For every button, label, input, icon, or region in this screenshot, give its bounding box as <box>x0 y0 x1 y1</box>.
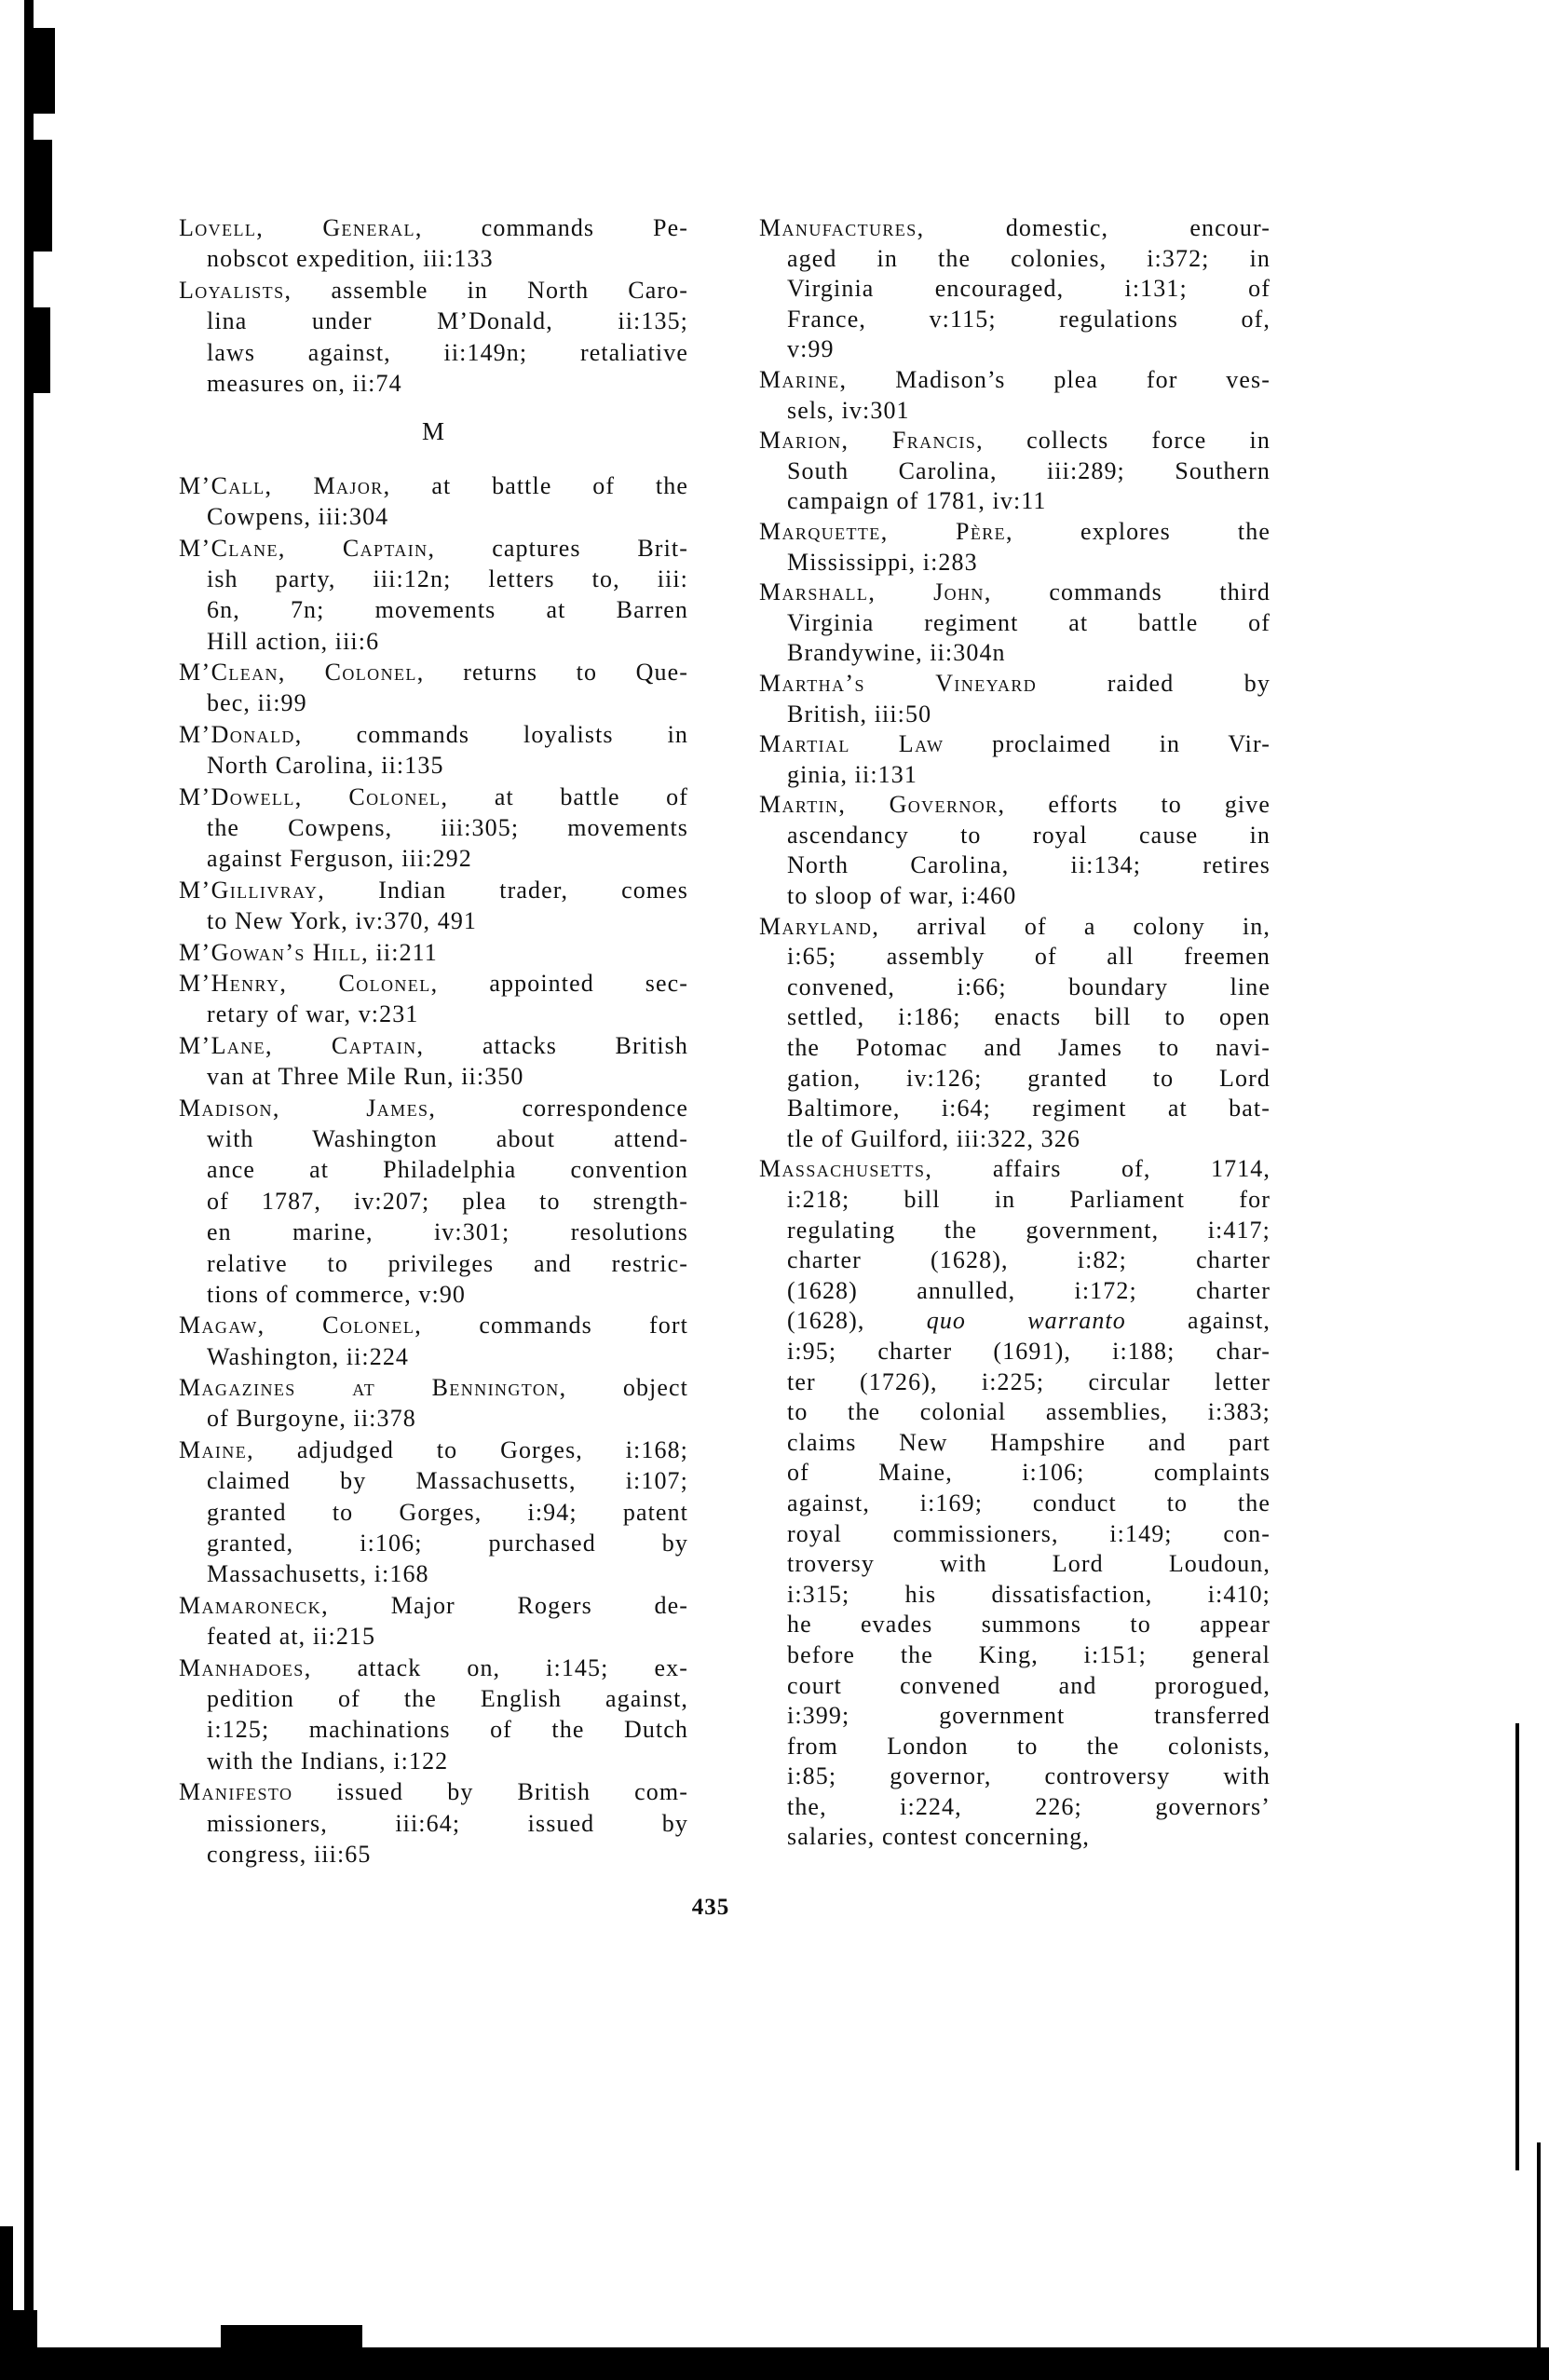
index-entry <box>759 213 1270 365</box>
entry-heading: Marine, <box>759 365 848 393</box>
entry-line <box>179 1310 688 1340</box>
entry-line <box>179 1558 688 1589</box>
scan-edge-right-strip <box>1537 2142 1541 2357</box>
entry-heading: Martha’s Vineyard <box>759 669 1038 697</box>
entry-text: against Ferguson, iii:292 <box>207 845 472 873</box>
entry-text: measures on, ii:74 <box>207 369 402 397</box>
index-entry <box>179 212 688 275</box>
entry-line <box>179 1683 688 1714</box>
scan-edge-left-block <box>28 140 52 252</box>
entry-text: tions of commerce, v:90 <box>207 1280 467 1308</box>
entry-line <box>759 1002 1270 1033</box>
entry-line <box>179 470 688 501</box>
entry-line <box>179 275 688 306</box>
entry-line <box>759 729 1270 760</box>
entry-text: ii:211 <box>375 938 438 966</box>
entry-text: object <box>622 1374 688 1402</box>
entry-line <box>759 1792 1270 1823</box>
index-entry <box>179 470 688 533</box>
entry-line <box>179 937 688 968</box>
entry-line <box>759 1580 1270 1611</box>
index-entry <box>759 578 1270 669</box>
entry-text: ish party, iii:12n; letters to, iii: <box>207 564 688 592</box>
entry-line <box>179 1528 688 1558</box>
scan-edge-left-block <box>26 307 50 393</box>
entry-text: aged in the colonies, i:372; in <box>787 244 1270 272</box>
index-column-left <box>179 212 688 1870</box>
index-entry <box>179 875 688 937</box>
entry-text: Virginia encouraged, i:131; of <box>787 275 1270 303</box>
entry-line <box>759 1216 1270 1246</box>
entry-text: North Carolina, ii:134; retires <box>787 851 1270 879</box>
entry-text: at battle of the <box>431 471 688 499</box>
index-entry <box>759 669 1270 729</box>
index-entry <box>179 1310 688 1372</box>
italic-phrase: quo warranto <box>926 1307 1126 1335</box>
entry-text: van at Three Mile Run, ii:350 <box>207 1063 524 1091</box>
entry-text: Hill action, iii:6 <box>207 627 380 655</box>
entry-text: to sloop of war, i:460 <box>787 882 1017 910</box>
entry-line <box>179 750 688 781</box>
entry-text: charter (1628), i:82; charter <box>787 1246 1270 1274</box>
entry-text: missioners, iii:64; issued by <box>207 1809 688 1837</box>
entry-text: the, i:224, 226; governors’ <box>787 1792 1270 1820</box>
entry-line <box>179 594 688 625</box>
entry-line <box>759 548 1270 578</box>
entry-heading: Martial Law <box>759 730 944 758</box>
entry-line <box>179 875 688 905</box>
entry-text: efforts to give <box>1048 791 1270 819</box>
entry-line <box>179 1621 688 1652</box>
entry-line <box>179 1465 688 1496</box>
entry-text: with Washington about attend- <box>207 1124 688 1152</box>
entry-text: the Cowpens, iii:305; movements <box>207 814 688 842</box>
entry-line <box>759 1701 1270 1732</box>
entry-line <box>179 1714 688 1745</box>
entry-line <box>759 972 1270 1003</box>
entry-text: Massachusetts, i:168 <box>207 1560 429 1588</box>
entry-text: before the King, i:151; general <box>787 1640 1270 1668</box>
entry-line <box>759 396 1270 427</box>
entry-line <box>759 881 1270 912</box>
entry-line <box>179 1123 688 1154</box>
entry-heading: Maine, <box>179 1435 255 1463</box>
entry-line <box>759 1154 1270 1185</box>
entry-line <box>759 790 1270 821</box>
entry-line <box>179 1372 688 1403</box>
entry-line <box>179 306 688 336</box>
entry-text: he evades summons to appear <box>787 1611 1270 1639</box>
entry-line <box>759 1428 1270 1459</box>
entry-line <box>759 942 1270 972</box>
entry-line <box>759 608 1270 639</box>
entry-line <box>759 1640 1270 1671</box>
entry-line <box>759 244 1270 275</box>
entry-line <box>759 669 1270 700</box>
entry-line <box>759 1610 1270 1640</box>
entry-text: of Maine, i:106; complaints <box>787 1459 1270 1487</box>
entry-text: adjudged to Gorges, i:168; <box>296 1435 688 1463</box>
entry-text: Brandywine, ii:304n <box>787 639 1006 667</box>
entry-line <box>179 968 688 999</box>
scan-edge-bottom-left <box>0 2310 37 2380</box>
entry-text: issued by British com- <box>336 1778 688 1806</box>
entry-heading: M’Henry, Colonel, <box>179 969 439 997</box>
entry-line <box>759 1033 1270 1064</box>
entry-text: claims New Hampshire and part <box>787 1428 1270 1456</box>
entry-heading: Magaw, Colonel, <box>179 1312 423 1340</box>
index-entry <box>179 968 688 1030</box>
entry-heading: Mamaroneck, <box>179 1591 330 1619</box>
entry-text: attacks British <box>482 1031 688 1059</box>
entry-heading: M’Clane, Captain, <box>179 534 436 562</box>
entry-text: tle of Guilford, iii:322, 326 <box>787 1124 1080 1152</box>
entry-text: arrival of a colony in, <box>917 912 1270 940</box>
entry-line <box>759 1549 1270 1580</box>
entry-text: commands Pe- <box>481 214 688 241</box>
entry-text: British, iii:50 <box>787 700 932 728</box>
entry-heading: M’Gillivray, <box>179 876 326 904</box>
index-entry <box>179 657 688 719</box>
index-entry <box>179 1776 688 1870</box>
entry-line <box>179 905 688 936</box>
entry-line <box>759 1245 1270 1276</box>
entry-text: appointed sec- <box>489 969 688 997</box>
entry-text: ance at Philadelphia convention <box>207 1156 688 1184</box>
entry-text: returns to Que- <box>463 659 688 687</box>
entry-text: campaign of 1781, iv:11 <box>787 487 1047 515</box>
entry-text: (1628), <box>787 1307 927 1335</box>
entry-heading: Madison, James, <box>179 1094 437 1122</box>
entry-text: feated at, ii:215 <box>207 1623 376 1651</box>
page-number: 435 <box>691 1895 730 1920</box>
entry-text: i:125; machinations of the Dutch <box>207 1716 688 1744</box>
entry-line <box>179 843 688 874</box>
entry-text: bec, ii:99 <box>207 689 307 717</box>
entry-text: affairs of, 1714, <box>992 1155 1270 1183</box>
entry-text: Madison’s plea for ves- <box>895 365 1270 393</box>
entry-text: convened, i:66; boundary line <box>787 972 1270 1000</box>
entry-text: South Carolina, iii:289; Southern <box>787 456 1270 484</box>
entry-line <box>759 700 1270 730</box>
entry-line <box>759 1337 1270 1367</box>
entry-text: of Burgoyne, ii:378 <box>207 1405 416 1433</box>
entry-line <box>759 1064 1270 1095</box>
entry-text: North Carolina, ii:135 <box>207 752 444 780</box>
entry-line <box>179 626 688 657</box>
entry-text: laws against, ii:149n; retaliative <box>207 338 688 366</box>
entry-heading: Marshall, John, <box>759 578 992 606</box>
entry-text: raided by <box>1107 669 1270 697</box>
entry-text: commands loyalists in <box>356 720 688 748</box>
index-entry <box>179 1652 688 1777</box>
entry-line <box>759 305 1270 335</box>
entry-text: regulating the government, i:417; <box>787 1216 1270 1244</box>
entry-line <box>759 912 1270 943</box>
entry-line <box>179 1279 688 1310</box>
index-entry <box>759 426 1270 517</box>
entry-text: Washington, ii:224 <box>207 1342 410 1370</box>
entry-heading: Lovell, General, <box>179 214 423 241</box>
entry-line <box>759 578 1270 608</box>
entries-m-section-continued <box>759 213 1270 1853</box>
entry-line <box>759 1671 1270 1702</box>
entry-line <box>179 1030 688 1061</box>
entry-text: ter (1726), i:225; circular letter <box>787 1367 1270 1395</box>
entry-line <box>759 334 1270 365</box>
entry-line <box>179 1746 688 1776</box>
entry-heading: Manufactures, <box>759 214 925 241</box>
entry-text: i:218; bill in Parliament for <box>787 1186 1270 1213</box>
entry-line <box>179 368 688 399</box>
entry-heading: M’Gowan’s Hill, <box>179 938 369 966</box>
index-entry <box>179 1030 688 1093</box>
index-entry <box>179 719 688 782</box>
entry-line <box>759 1185 1270 1216</box>
entry-line <box>179 1341 688 1372</box>
entry-line <box>179 1154 688 1185</box>
entry-text: court convened and prorogued, <box>787 1671 1270 1699</box>
entry-text: commands fort <box>479 1312 688 1340</box>
entries-l-section <box>179 212 688 399</box>
index-entry <box>179 275 688 400</box>
entry-line <box>179 1839 688 1870</box>
entry-line <box>179 1497 688 1528</box>
entry-line <box>179 1590 688 1621</box>
entry-line <box>759 1306 1270 1337</box>
entry-line <box>179 1435 688 1465</box>
section-letter-heading: M <box>421 417 446 446</box>
entry-text: correspondence <box>522 1094 688 1122</box>
entry-text: ginia, ii:131 <box>787 760 917 788</box>
scan-edge-right <box>1515 1723 1519 2170</box>
entry-line <box>179 1808 688 1839</box>
index-entry <box>179 937 688 968</box>
entry-text: with the Indians, i:122 <box>207 1747 449 1775</box>
index-entry <box>759 790 1270 911</box>
entry-line <box>179 337 688 368</box>
entry-text: 6n, 7n; movements at Barren <box>207 596 688 624</box>
entry-line <box>759 1124 1270 1155</box>
entry-text: of 1787, iv:207; plea to strength- <box>207 1187 688 1215</box>
entry-heading: M’Lane, Captain, <box>179 1031 425 1059</box>
entry-line <box>179 782 688 812</box>
entry-heading: M’Dowell, Colonel, <box>179 782 449 810</box>
entry-line <box>759 1822 1270 1853</box>
entry-text: against, <box>1125 1307 1270 1335</box>
entry-text: ascendancy to royal cause in <box>787 821 1270 849</box>
entry-line <box>759 213 1270 244</box>
entry-text: explores the <box>1080 517 1270 545</box>
entry-text: i:85; governor, controversy with <box>787 1762 1270 1790</box>
entry-text: i:315; his dissatisfaction, i:410; <box>787 1580 1270 1608</box>
entry-line <box>759 638 1270 669</box>
entry-line <box>759 1094 1270 1124</box>
entry-text: v:99 <box>787 335 835 363</box>
index-entry <box>179 1435 688 1590</box>
entry-line <box>759 1276 1270 1307</box>
entry-text: (1628) annulled, i:172; charter <box>787 1276 1270 1304</box>
index-entry <box>759 1154 1270 1853</box>
entry-line <box>759 1367 1270 1398</box>
entry-text: Cowpens, iii:304 <box>207 503 389 531</box>
entry-heading: Loyalists, <box>179 276 292 304</box>
entry-line <box>179 1652 688 1683</box>
entry-text: en marine, iv:301; resolutions <box>207 1218 688 1246</box>
entry-line <box>179 243 688 274</box>
index-entry <box>179 1372 688 1435</box>
entry-heading: Maryland, <box>759 912 880 940</box>
entry-line <box>759 1489 1270 1519</box>
entry-line <box>179 1186 688 1217</box>
entry-text: proclaimed in Vir- <box>992 730 1270 758</box>
entry-line <box>759 850 1270 881</box>
entry-heading: Martin, Governor, <box>759 791 1006 819</box>
entry-text: troversy with Lord Loudoun, <box>787 1550 1270 1578</box>
entry-line <box>179 1093 688 1123</box>
entry-line <box>759 1761 1270 1792</box>
entry-text: captures Brit- <box>492 534 688 562</box>
entry-text: settled, i:186; enacts bill to open <box>787 1003 1270 1031</box>
entry-text: congress, iii:65 <box>207 1840 372 1868</box>
entry-text: granted to Gorges, i:94; patent <box>207 1498 688 1526</box>
entry-text: royal commissioners, i:149; con- <box>787 1519 1270 1547</box>
entries-m-section <box>179 470 688 1870</box>
index-entry <box>759 729 1270 790</box>
entry-text: to New York, iv:370, 491 <box>207 907 478 935</box>
entry-text: i:65; assembly of all freemen <box>787 943 1270 971</box>
index-entry <box>759 365 1270 426</box>
scan-edge-left-block <box>29 28 55 114</box>
index-entry <box>759 912 1270 1155</box>
entry-heading: Manifesto <box>179 1778 293 1806</box>
entry-line <box>179 657 688 687</box>
entry-text: domestic, encour- <box>1005 214 1270 241</box>
entry-text: relative to privileges and restric- <box>207 1249 688 1277</box>
entry-line <box>759 760 1270 791</box>
entry-line <box>179 687 688 718</box>
entry-text: lina under M’Donald, ii:135; <box>207 307 688 335</box>
entry-heading: M’Call, Major, <box>179 471 391 499</box>
entry-line <box>179 1776 688 1807</box>
entry-text: France, v:115; regulations of, <box>787 305 1270 333</box>
index-entry <box>179 1590 688 1652</box>
entry-text: collects force in <box>1026 427 1270 455</box>
entry-heading: M’Donald, <box>179 720 303 748</box>
entry-heading: Manhadoes, <box>179 1653 312 1681</box>
index-column-right <box>759 213 1270 1853</box>
index-entry <box>179 782 688 875</box>
entry-line <box>179 212 688 243</box>
entry-line <box>179 719 688 750</box>
entry-text: pedition of the English against, <box>207 1684 688 1712</box>
entry-text: from London to the colonists, <box>787 1732 1270 1760</box>
entry-line <box>179 1061 688 1092</box>
entry-line <box>759 486 1270 517</box>
entry-text: to the colonial assemblies, i:383; <box>787 1398 1270 1426</box>
entry-text: retary of war, v:231 <box>207 1000 419 1028</box>
entry-text: Indian trader, comes <box>378 876 688 904</box>
entry-heading: Massachusetts, <box>759 1155 933 1183</box>
entry-text: claimed by Massachusetts, i:107; <box>207 1467 688 1495</box>
entry-heading: Marion, Francis, <box>759 427 985 455</box>
entry-text: i:95; charter (1691), i:188; char- <box>787 1337 1270 1365</box>
entry-line <box>759 456 1270 487</box>
entry-line <box>759 426 1270 456</box>
entry-line <box>759 274 1270 305</box>
entry-heading: Marquette, Père, <box>759 517 1013 545</box>
entry-line <box>759 821 1270 851</box>
entry-heading: M’Clean, Colonel, <box>179 659 425 687</box>
entry-text: Major Rogers de- <box>390 1591 689 1619</box>
entry-line <box>759 1458 1270 1489</box>
entry-text: sels, iv:301 <box>787 396 910 424</box>
entry-line <box>179 501 688 532</box>
entry-text: against, i:169; conduct to the <box>787 1489 1270 1516</box>
entry-text: assemble in North Caro- <box>331 276 688 304</box>
entry-text: gation, iv:126; granted to Lord <box>787 1064 1270 1092</box>
index-entry <box>179 1093 688 1311</box>
entry-text: commands third <box>1049 578 1270 606</box>
entry-line <box>759 1397 1270 1428</box>
entry-heading: Magazines at Bennington, <box>179 1374 567 1402</box>
entry-text: Mississippi, i:283 <box>787 548 978 576</box>
entry-line <box>759 365 1270 396</box>
entry-line <box>179 564 688 594</box>
entry-line <box>179 999 688 1029</box>
entry-text: nobscot expedition, iii:133 <box>207 245 494 273</box>
entry-text: granted, i:106; purchased by <box>207 1530 688 1557</box>
index-entry <box>759 517 1270 578</box>
entry-text: Virginia regiment at battle of <box>787 608 1270 636</box>
entry-line <box>179 533 688 564</box>
scan-edge-bottom-center <box>221 2325 362 2380</box>
entry-line <box>179 1403 688 1434</box>
entry-line <box>179 812 688 843</box>
entry-text: at battle of <box>494 782 688 810</box>
index-entry <box>179 533 688 658</box>
entry-text: i:399; government transferred <box>787 1702 1270 1730</box>
entry-line <box>759 517 1270 548</box>
entry-text: the Potomac and James to navi- <box>787 1034 1270 1062</box>
entry-text: attack on, i:145; ex- <box>357 1653 688 1681</box>
entry-line <box>179 1248 688 1279</box>
entry-line <box>759 1732 1270 1762</box>
entry-line <box>179 1217 688 1247</box>
entry-text: salaries, contest concerning, <box>787 1823 1091 1851</box>
entry-text: Baltimore, i:64; regiment at bat- <box>787 1095 1270 1122</box>
entry-line <box>759 1519 1270 1550</box>
